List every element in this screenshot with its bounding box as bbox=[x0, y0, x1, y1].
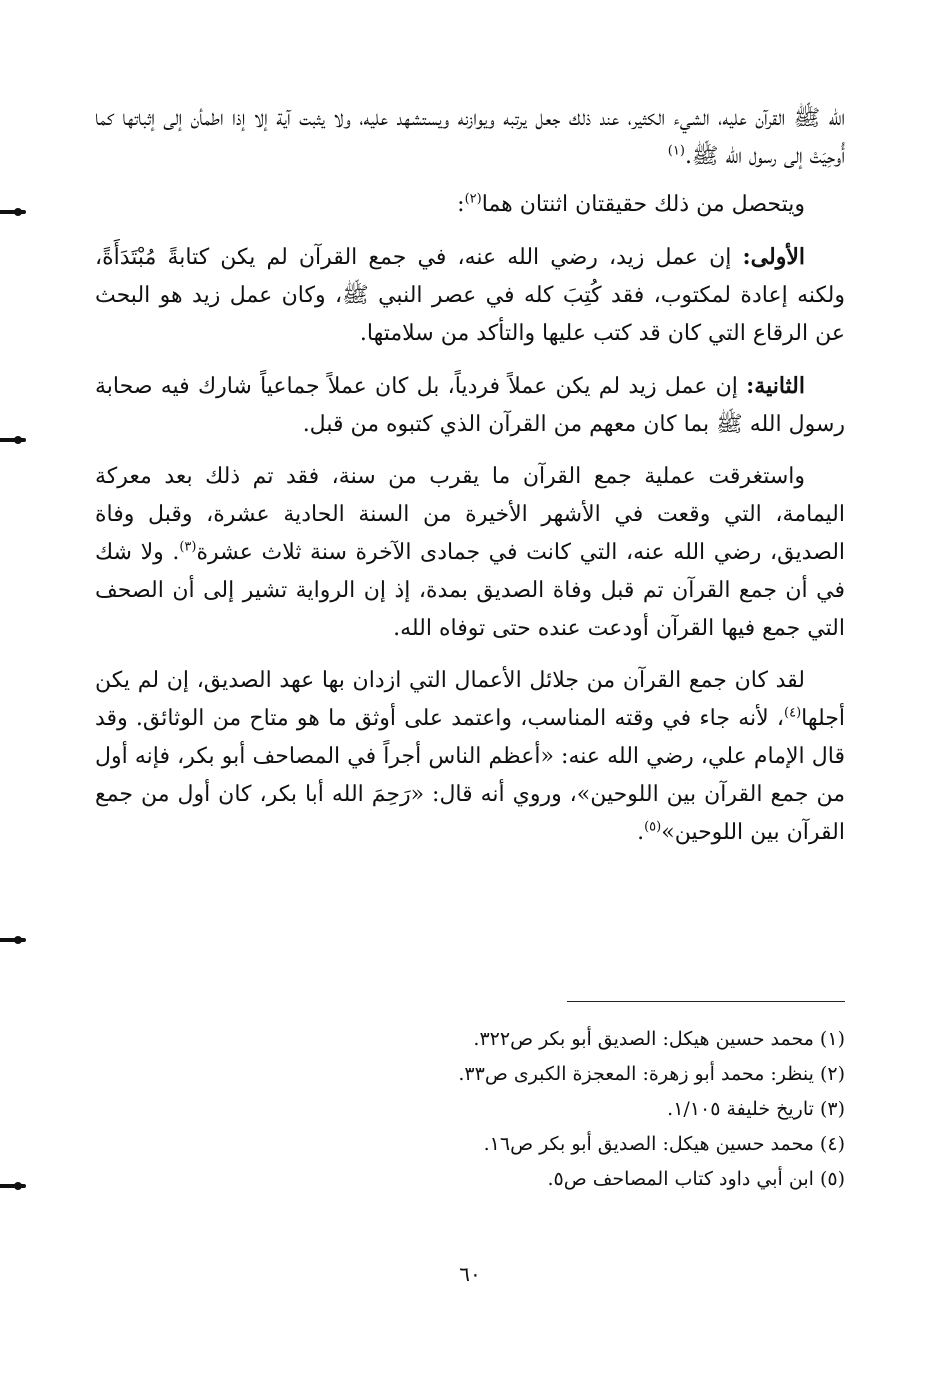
paragraph-duration-text-a: واستغرقت عملية جمع القرآن ما يقرب من سنة، فقد تم ذلك بعد معركة اليمامة، التي وقعت في الأشهر الأخيرة من السنة الحادية عشرة، وقبل وفاة الصديق، رضي الله عنه، التي كانت في جمادى الآخرة سنة ثلاث عشرة bbox=[95, 464, 846, 565]
paragraph-2-text: ويتحصل من ذلك حقيقتان اثنتان هما bbox=[481, 192, 805, 217]
binding-mark bbox=[0, 438, 26, 442]
paragraph-significance bbox=[95, 662, 845, 852]
footnote-divider bbox=[567, 1001, 845, 1002]
page-body bbox=[95, 100, 845, 862]
footnote-3: (٣) تاريخ خليفة ١/١٠٥. bbox=[667, 1098, 845, 1120]
paragraph-1 bbox=[95, 100, 845, 176]
paragraph-duration-text-b: . ولا شك في أن جمع القرآن تم قبل وفاة الصديق بمدة، إذ إن الرواية تشير إلى أن الصحف التي جمع فيها القرآن أودعت عنده حتى توفاه الله. bbox=[95, 540, 845, 641]
footnote-5: (٥) ابن أبي داود كتاب المصاحف ص٥. bbox=[547, 1168, 845, 1190]
second-fact-lead: الثانية: bbox=[746, 373, 805, 399]
paragraph-2 bbox=[95, 186, 845, 224]
footnotes bbox=[95, 1022, 845, 1197]
footnote-2: (٢) ينظر: محمد أبو زهرة: المعجزة الكبرى ص٣٣. bbox=[458, 1063, 845, 1085]
paragraph-first-fact bbox=[95, 238, 845, 353]
binding-mark bbox=[0, 210, 26, 214]
footnote-ref-1[interactable]: (١) bbox=[667, 143, 685, 159]
binding-mark bbox=[0, 1184, 26, 1188]
paragraph-duration bbox=[95, 458, 845, 648]
footnote-ref-3[interactable]: (٣) bbox=[179, 539, 197, 555]
paragraph-2-end: : bbox=[457, 192, 465, 217]
footnote-4: (٤) محمد حسين هيكل: الصديق أبو بكر ص١٦. bbox=[483, 1133, 845, 1155]
footnote-ref-2[interactable]: (٢) bbox=[464, 191, 482, 207]
first-fact-lead: الأولى: bbox=[742, 244, 805, 270]
binding-mark bbox=[0, 938, 26, 942]
second-fact-text: إن عمل زيد لم يكن عملاً فردياً، بل كان عملاً جماعياً شارك فيه صحابة رسول الله ﷺ بما كان معهم من القرآن الذي كتبوه من قبل. bbox=[95, 374, 845, 437]
page-number: ٦٠ bbox=[459, 1262, 481, 1286]
footnote-1: (١) محمد حسين هيكل: الصديق أبو بكر ص٣٢٢. bbox=[473, 1028, 845, 1050]
first-fact-text: إن عمل زيد، رضي الله عنه، في جمع القرآن لم يكن كتابةً مُبْتَدَأَةً، ولكنه إعادة لمكتوب، فقد كُتِبَ كله في عصر النبي ﷺ، وكان عمل زيد هو البحث عن الرقاع التي كان قد كتب عليها والتأكد من سلامتها. bbox=[95, 245, 845, 346]
paragraph-significance-text-a: لقد كان جمع القرآن من جلائل الأعمال التي ازدان بها عهد الصديق، إن لم يكن أجلها bbox=[95, 668, 845, 731]
paragraph-second-fact bbox=[95, 367, 845, 444]
footnote-ref-4[interactable]: (٤) bbox=[784, 705, 802, 721]
footnote-ref-5[interactable]: (٥) bbox=[644, 819, 662, 835]
paragraph-1-text: الله ﷺ القرآن عليه، الشيء الكثير، عند ذلك جعل يرتبه ويوازنه ويستشهد عليه، ولا يثبت آية إلا إذا اطمأن إلى إثباتها كما أُوحِيَتْ إلى رسول الله ﷺ. bbox=[95, 106, 845, 169]
paragraph-significance-end: . bbox=[637, 820, 645, 845]
paragraph-significance-text-b: ، لأنه جاء في وقته المناسب، واعتمد على أوثق ما هو متاح من الوثائق. وقد قال الإمام علي، رضي الله عنه: «أعظم الناس أجراً في المصاحف أبو بكر، فإنه أول من جمع القرآن بين اللوحين»، وروي أنه قال: «رَحِمَ الله أبا بكر، كان أول من جمع القرآن بين اللوحين» bbox=[95, 706, 845, 845]
